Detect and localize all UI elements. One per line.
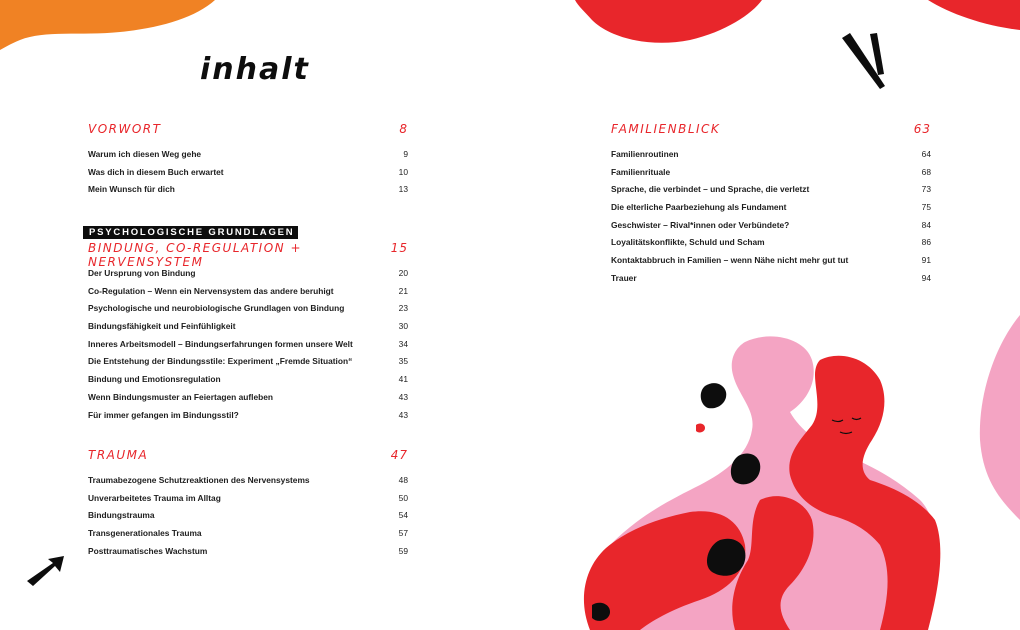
section-title: VORWORT	[88, 122, 162, 136]
toc-entry-label: Sprache, die verbindet – und Sprache, die verletzt	[611, 184, 810, 195]
toc-entry-page: 50	[398, 492, 408, 503]
black-arrow-icon	[27, 556, 64, 586]
toc-entry[interactable]	[88, 146, 408, 164]
section-page-number: 15	[390, 241, 408, 255]
toc-entry-label: Bindungsfähigkeit und Feinfühligkeit	[88, 321, 236, 332]
toc-entry-page: 64	[921, 149, 931, 159]
toc-entry-label: Für immer gefangen im Bindungsstil?	[88, 409, 239, 420]
toc-entry-label: Trauer	[611, 272, 637, 283]
toc-entry-page: 57	[398, 528, 408, 539]
toc-entry[interactable]	[611, 252, 931, 270]
toc-entry-page: 43	[398, 391, 408, 402]
section-page-number: 63	[913, 122, 931, 136]
red-blob	[575, 0, 762, 43]
toc-entry-label: Transgenerationales Trauma	[88, 528, 202, 539]
section-heading[interactable]	[88, 122, 408, 140]
toc-entry-page: 35	[398, 356, 408, 367]
toc-entry-label: Was dich in diesem Buch erwartet	[88, 166, 224, 177]
toc-entry-label: Familienrituale	[611, 166, 671, 177]
pink-blob	[980, 315, 1020, 520]
toc-section-familienblick	[611, 122, 931, 288]
toc-entry-page: 86	[921, 237, 931, 248]
toc-entry-label: Loyalitätskonflikte, Schuld und Scham	[611, 237, 765, 248]
toc-entry-page: 48	[398, 475, 408, 485]
toc-entry-label: Die Entstehung der Bindungsstile: Experiment „Fremde Situation“	[88, 356, 353, 367]
toc-entry[interactable]	[88, 472, 408, 490]
category-tag: PSYCHOLOGISCHE GRUNDLAGEN	[83, 226, 298, 239]
page-title: inhalt	[200, 52, 310, 87]
toc-entry-label: Posttraumatisches Wachstum	[88, 545, 208, 556]
toc-entry-page: 30	[398, 321, 408, 332]
toc-entry[interactable]	[88, 300, 408, 318]
red-blob	[928, 0, 1020, 30]
toc-entry-label: Mein Wunsch für dich	[88, 184, 175, 195]
orange-blob	[0, 0, 215, 50]
toc-entry-label: Co-Regulation – Wenn ein Nervensystem das andere beruhigt	[88, 285, 334, 296]
toc-entry[interactable]	[88, 283, 408, 301]
toc-entry-label: Kontaktabbruch in Familien – wenn Nähe nicht mehr gut tut	[611, 255, 849, 266]
toc-entry[interactable]	[88, 507, 408, 525]
toc-entry-label: Der Ursprung von Bindung	[88, 268, 196, 278]
toc-entry-page: 91	[921, 255, 931, 266]
toc-entry-page: 41	[398, 374, 408, 385]
toc-entry-label: Geschwister – Rival*innen oder Verbündete?	[611, 219, 790, 230]
toc-entry[interactable]	[611, 217, 931, 235]
toc-entry[interactable]	[611, 199, 931, 217]
section-heading[interactable]	[611, 122, 931, 140]
toc-entry-page: 23	[398, 303, 408, 314]
toc-entry[interactable]	[88, 525, 408, 543]
section-heading[interactable]	[88, 241, 408, 269]
toc-entry-page: 54	[398, 510, 408, 521]
toc-entry-page: 84	[921, 219, 931, 230]
toc-section-bindung	[88, 241, 408, 424]
toc-entry-page: 21	[398, 285, 408, 296]
toc-section-trauma	[88, 448, 408, 560]
section-title: FAMILIENBLICK	[611, 122, 721, 136]
section-title: TRAUMA	[88, 448, 149, 462]
section-page-number: 47	[390, 448, 408, 462]
toc-entry-label: Psychologische und neurobiologische Grundlagen von Bindung	[88, 303, 345, 314]
toc-entry-label: Bindung und Emotionsregulation	[88, 374, 221, 385]
toc-entry-page: 73	[921, 184, 931, 195]
section-title: BINDUNG, CO-REGULATION + NERVENSYSTEM	[88, 241, 303, 269]
section-heading[interactable]	[88, 448, 408, 466]
toc-entry[interactable]	[611, 234, 931, 252]
toc-entry[interactable]	[88, 164, 408, 182]
toc-entry-label: Traumabezogene Schutzreaktionen des Nervensystems	[88, 475, 310, 485]
toc-entry-page: 10	[398, 166, 408, 177]
toc-entry-label: Die elterliche Paarbeziehung als Fundament	[611, 202, 787, 213]
toc-entry[interactable]	[611, 164, 931, 182]
toc-entry[interactable]	[611, 270, 931, 288]
toc-entry-page: 59	[398, 545, 408, 556]
toc-entry-page: 75	[921, 202, 931, 213]
black-strokes-icon	[842, 33, 885, 89]
toc-entry[interactable]	[611, 146, 931, 164]
toc-entry[interactable]	[88, 407, 408, 425]
toc-entry-label: Unverarbeitetes Trauma im Alltag	[88, 492, 221, 503]
toc-entry-label: Familienroutinen	[611, 149, 679, 159]
toc-entry[interactable]	[88, 543, 408, 561]
toc-entry-label: Bindungstrauma	[88, 510, 155, 521]
toc-entry-page: 34	[398, 338, 408, 349]
toc-entry[interactable]	[88, 389, 408, 407]
toc-entry[interactable]	[611, 181, 931, 199]
toc-entry-page: 13	[398, 184, 408, 195]
toc-entry[interactable]	[88, 371, 408, 389]
toc-entry-page: 68	[921, 166, 931, 177]
toc-entry-label: Inneres Arbeitsmodell – Bindungserfahrungen formen unsere Welt	[88, 338, 353, 349]
toc-entry-page: 43	[398, 409, 408, 420]
toc-entry-label: Wenn Bindungsmuster an Feiertagen aufleben	[88, 391, 274, 402]
toc-entry-page: 9	[403, 149, 408, 159]
toc-entry[interactable]	[88, 318, 408, 336]
figure-illustration	[584, 336, 940, 630]
toc-entry[interactable]	[88, 181, 408, 199]
toc-entry-page: 94	[921, 272, 931, 283]
toc-entry-page: 20	[398, 268, 408, 278]
toc-section-vorwort	[88, 122, 408, 199]
toc-entry[interactable]	[88, 336, 408, 354]
toc-entry[interactable]	[88, 353, 408, 371]
section-page-number: 8	[399, 122, 408, 136]
toc-entry[interactable]	[88, 490, 408, 508]
toc-entry-label: Warum ich diesen Weg gehe	[88, 149, 202, 159]
